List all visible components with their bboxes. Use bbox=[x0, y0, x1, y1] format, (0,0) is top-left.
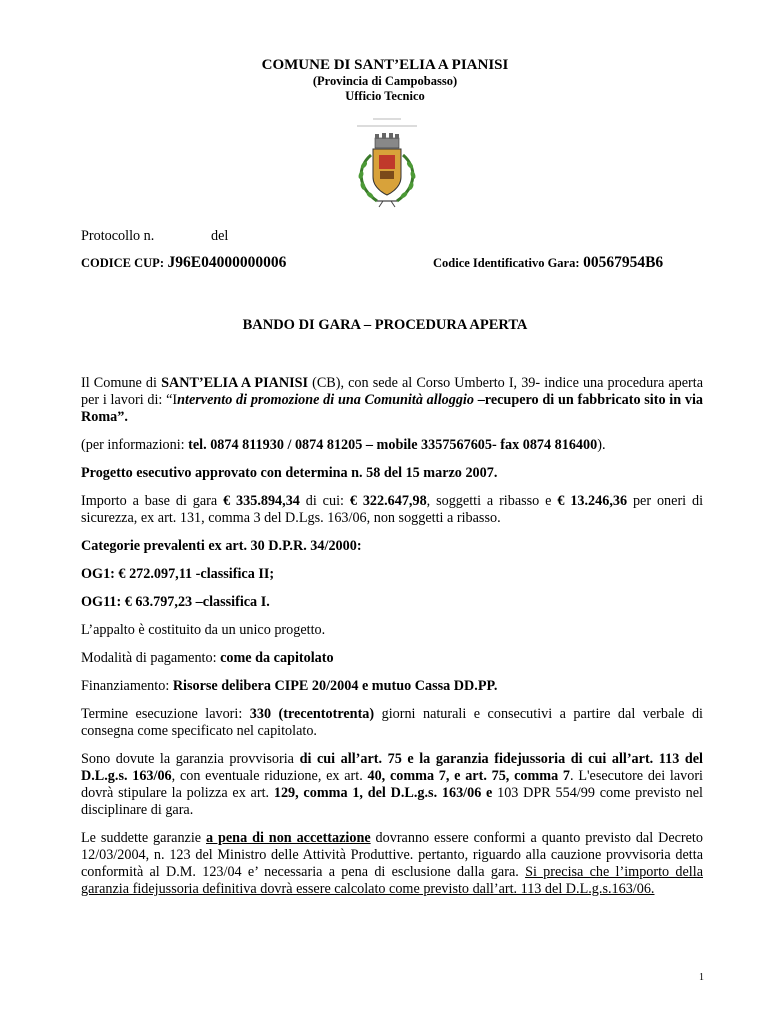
protocol-label: Protocollo n. bbox=[81, 228, 155, 244]
payment-terms: come da capitolato bbox=[220, 650, 334, 666]
paragraph-duration bbox=[81, 706, 703, 740]
paragraph-financing bbox=[81, 678, 703, 695]
text-span: L’appalto è costituito da un unico progetto. bbox=[81, 622, 326, 638]
financing-source: Risorse delibera CIPE 20/2004 e mutuo Cassa DD.PP. bbox=[172, 678, 498, 694]
text-span: Termine esecuzione lavori: bbox=[81, 706, 250, 722]
safety-amount: € 13.246,36 bbox=[557, 493, 628, 509]
paragraph-og11 bbox=[81, 594, 703, 611]
duration-days: 330 (trecentotrenta) bbox=[249, 706, 375, 722]
approval-text: Progetto esecutivo approvato con determina n. 58 del 15 marzo 2007. bbox=[81, 465, 498, 481]
category-og11: OG11: € 63.797,23 –classifica I. bbox=[81, 594, 270, 610]
text-span: (per informazioni: bbox=[81, 437, 189, 453]
cup-code: J96E04000000006 bbox=[167, 254, 287, 271]
document-body bbox=[81, 375, 703, 909]
cup-label: CODICE CUP: bbox=[81, 256, 164, 270]
letterhead bbox=[0, 56, 770, 104]
protocol-date-label: del bbox=[211, 228, 229, 244]
text-span: giorni naturali e consecutivi a partire dal verbale di consegna come specificato nel capitolato. bbox=[81, 706, 703, 739]
paragraph-single-project bbox=[81, 622, 703, 639]
office-line: Ufficio Tecnico bbox=[345, 89, 425, 103]
reduction-articles: 40, comma 7, e art. 75, comma 7 bbox=[367, 768, 571, 784]
text-span: Importo a base di gara bbox=[81, 493, 224, 509]
province-line: (Provincia di Campobasso) bbox=[312, 74, 458, 88]
cup-code-line bbox=[81, 254, 286, 272]
page-number: 1 bbox=[699, 972, 704, 983]
paragraph-guarantees bbox=[81, 751, 703, 819]
text-span: (CB), con sede al Corso Umberto I, 39- indice una procedura aperta per i lavori di: “I bbox=[81, 375, 703, 408]
text-span: di cui: bbox=[299, 493, 350, 509]
text-span: Il Comune di bbox=[81, 375, 162, 391]
cig-label: Codice Identificativo Gara: bbox=[433, 256, 580, 270]
text-span: per oneri di sicurezza, ex art. 131, comma 3 del D.Lgs. 163/06, non soggetti a ribasso. bbox=[81, 493, 704, 526]
document-title: BANDO DI GARA – PROCEDURA APERTA bbox=[242, 317, 528, 333]
paragraph-intro bbox=[81, 375, 703, 426]
definitive-guarantee-note: Si precisa che l’importo della garanzia fidejussoria definitiva dovrà essere calcolato come previsto dall’art. 113 del D.L.g.s.163/06. bbox=[81, 864, 703, 897]
text-span: Le suddette garanzie bbox=[81, 830, 206, 846]
cig-code: 00567954B6 bbox=[583, 254, 664, 271]
guarantee-articles: di cui all’art. 75 e la garanzia fidejussoria di cui all’art. 113 del D.L.g.s. 163/06 bbox=[81, 751, 703, 784]
paragraph-og1 bbox=[81, 566, 703, 583]
municipality-name: SANT’ELIA A PIANISI bbox=[161, 375, 309, 391]
text-span: 103 DPR 554/99 come previsto nel disciplinare di gara. bbox=[81, 785, 703, 818]
policy-article: 129, comma 1, del D.L.g.s. 163/06 e bbox=[273, 785, 493, 801]
categories-heading: Categorie prevalenti ex art. 30 D.P.R. 34/2000: bbox=[81, 538, 362, 554]
text-span: ). bbox=[597, 437, 606, 453]
base-amount: € 335.894,34 bbox=[223, 493, 300, 509]
paragraph-amount bbox=[81, 493, 703, 527]
text-span: dovranno essere conformi a quanto previsto dal Decreto 12/03/2004, n. 123 del Ministro delle Attività Produttive. pertanto, riguardo alla cauzione provvisoria detta conformità al D.M. 123/04 e’ necessaria a pena di esclusione dalla gara. bbox=[81, 830, 703, 880]
paragraph-guarantee-conformity bbox=[81, 830, 703, 898]
paragraph-contacts bbox=[81, 437, 703, 454]
text-span: Finanziamento: bbox=[81, 678, 173, 694]
project-title-italic: ntervento di promozione di una Comunità alloggio bbox=[177, 392, 474, 408]
project-title-bold: –recupero di un fabbricato sito in via Roma”. bbox=[81, 392, 704, 425]
paragraph-categories bbox=[81, 538, 703, 555]
category-og1: OG1: € 272.097,11 -classifica II; bbox=[81, 566, 275, 582]
municipal-coat-of-arms-icon bbox=[343, 115, 431, 211]
cig-code-line bbox=[433, 254, 663, 272]
text-span: Modalità di pagamento: bbox=[81, 650, 221, 666]
penalty-clause: a pena di non accettazione bbox=[206, 830, 371, 846]
text-span: . L'esecutore dei lavori dovrà stipulare la polizza ex art. bbox=[81, 768, 703, 801]
text-span: Sono dovute la garanzia provvisoria bbox=[81, 751, 300, 767]
text-span: , con eventuale riduzione, ex art. bbox=[171, 768, 368, 784]
paragraph-project-approval bbox=[81, 465, 703, 482]
municipality-title: COMUNE DI SANT’ELIA A PIANISI bbox=[261, 57, 509, 73]
discountable-amount: € 322.647,98 bbox=[349, 493, 427, 509]
paragraph-payment bbox=[81, 650, 703, 667]
contact-numbers: tel. 0874 811930 / 0874 81205 – mobile 3357567605- fax 0874 816400 bbox=[188, 437, 598, 453]
text-span: , soggetti a ribasso e bbox=[426, 493, 558, 509]
